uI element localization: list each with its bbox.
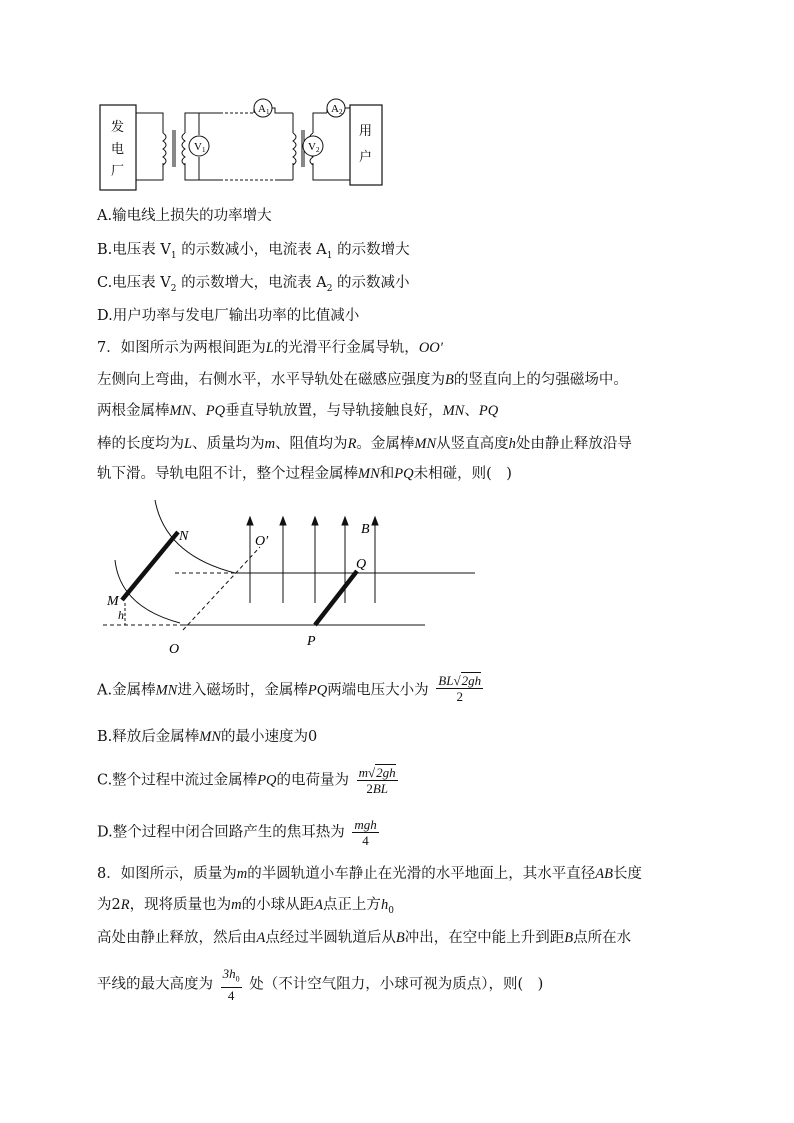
label-m: M (107, 594, 119, 609)
plant-label-3: 厂 (111, 163, 125, 178)
plant-label-1: 发 (111, 119, 125, 134)
q6-option-b: B.电压表 $V_1$ 的示数减小，电流表 $A_1$ 的示数增大 (97, 242, 410, 261)
q8-stem-line1: 8．如图所示，质量为m的半圆轨道小车静止在光滑的水平地面上，其水平直径AB长度 (97, 866, 642, 882)
user-label-2: 户 (359, 149, 373, 164)
rod-pq (315, 571, 357, 625)
q6-option-d: D.用户功率与发电厂输出功率的比值减小 (97, 308, 360, 324)
q8-stem-line4: 平线的最大高度为 $\frac{3h_0}{4}$ 处（不计空气阻力，小球可视为质点），则( ) (97, 966, 544, 1003)
v1-label: V (194, 141, 202, 153)
label-q: Q (356, 557, 367, 572)
rod-mn (122, 532, 178, 600)
q7-option-c: C.整个过程中流过金属棒PQ的电荷量为 $\frac{m√2gh}{2BL}$ (97, 765, 396, 796)
power-transmission-circuit (95, 95, 395, 195)
q7-option-b: B.释放后金属棒MN的最小速度为0 (97, 729, 318, 745)
q7-stem-line4: 棒的长度均为L、质量均为m、阻值均为R。金属棒MN从竖直高度h处由静止释放沿导 (97, 436, 632, 452)
svg-text:V2: V2 (308, 141, 320, 154)
a2-label: A (331, 103, 339, 115)
q6-option-c: C.电压表 $V_2$ 的示数增大，电流表 $A_2$ 的示数减小 (97, 275, 410, 294)
q7-stem-line1: 7．如图所示为两根间距为L的光滑平行金属导轨，OO′ (97, 340, 443, 356)
label-o: O (169, 642, 180, 657)
v2-label: V (308, 141, 316, 153)
q7-option-a: A.金属棒MN进入磁场时，金属棒PQ两端电压大小为 $\frac{BL√2gh}{2}$ (97, 673, 482, 704)
label-o-prime: O′ (255, 534, 269, 549)
plant-label-2: 电 (111, 141, 125, 156)
a1-label: A (258, 103, 266, 115)
q7-stem-line2: 左侧向上弯曲，右侧水平，水平导轨处在磁感应强度为B的竖直向上的匀强磁场中。 (97, 372, 628, 388)
rails-figure (95, 495, 480, 665)
label-n: N (179, 529, 189, 544)
q6-option-a: A.输电线上损失的功率增大 (97, 208, 272, 224)
user-label-1: 用 (359, 123, 373, 138)
label-h: h (118, 608, 124, 622)
q7-option-d: D.整个过程中闭合回路产生的焦耳热为 $\frac{\text{mgh}}{4}$ (97, 817, 377, 848)
label-p: P (307, 634, 316, 649)
q8-stem-line3: 高处由静止释放，然后由A点经过半圆轨道后从B冲出，在空中能上升到距B点所在水 (97, 930, 632, 946)
label-b: B (361, 522, 370, 537)
svg-text:V1: V1 (194, 141, 206, 154)
q7-stem-line5: 轨下滑。导轨电阻不计，整个过程金属棒MN和PQ未相碰，则( ) (97, 466, 512, 482)
svg-text:A2: A2 (331, 103, 343, 116)
q8-stem-line2: 为2R，现将质量也为m的小球从距A点正上方$h_0$ (97, 897, 394, 916)
svg-text:A1: A1 (258, 103, 270, 116)
q7-stem-line3: 两根金属棒MN、PQ垂直导轨放置，与导轨接触良好，MN、PQ (97, 403, 499, 419)
